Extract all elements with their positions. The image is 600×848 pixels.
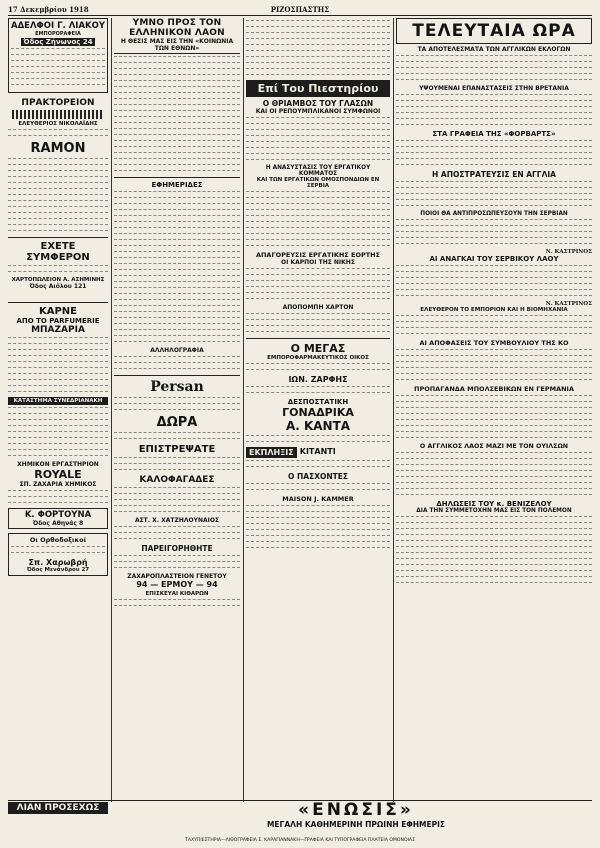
header-paper-name: ΡΙΖΟΣΠΑΣΤΗΣ [270,5,330,14]
section-piestirio: Επί Του Πιεστηρίου [246,80,390,97]
ad-genetoy: ΖΑΧΑΡΟΠΛΑΣΤΕΙΟΝ ΓΕΝΕΤΟΥ [127,573,227,580]
article-apofaseis: ΑΙ ΑΠΟΦΑΣΕΙΣ ΤΟΥ ΣΥΜΒΟΥΛΙΟΥ ΤΗΣ ΚΟ [419,339,569,347]
ad-body-text [8,158,108,234]
ad-ekpliksis: ΕΚΠΛΗΞΙΣ [246,447,297,458]
ad-mazaria: ΜΠΑΖΑΡΙΑ [31,325,85,335]
footer-enosis [120,800,592,829]
ad-karne: ΚΑΡΝΕ [38,306,78,317]
ad-body-text [11,48,105,88]
footer-enosis-title: «ΕΝΩΣΙΣ» [298,800,414,820]
ad-episkeves: ΕΠΙΣΚΕΥΑΙ ΚΙΘΑΡΩΝ [145,591,209,597]
ad-persan: Persan [150,379,204,395]
ad-xatzilois: ΑΣΤ. Χ. ΧΑΤΖΗΛΟΥΝΑΙΟΣ [134,517,220,524]
ad-ornament [12,110,104,119]
article-apopoli: ΑΠΟΠΟΜΠΗ ΧΑΡΤΟΝ [282,304,354,311]
section-teleutaia-ora: ΤΕΛΕΥΤΑΙΑ ΩΡΑ [396,18,592,44]
ad-fortouna-address: Όδος Αθηνάς 8 [32,520,84,527]
ad-maison: MAISON J. KAMMER [282,495,354,503]
ad-body-text [8,407,108,459]
ad-omegas: Ο ΜΕΓΑΣ [290,342,346,355]
signature: Ν. ΚΑΣΤΡΙΝΟΣ [545,301,592,307]
ad-title: ΑΔΕΛΦΟΙ Γ. ΛΙΑΚΟΥ [11,21,106,31]
ad-xartopoleion: ΧΑΡΤΟΠΩΛΕΙΟΝ Α. ΑΣΗΜΙΝΗΣ [11,277,105,283]
ad-epistrofi: ΕΠΙΣΤΡΕΨΑΤΕ [138,444,216,455]
article-dilosis-subhead: ΔΙΑ ΤΗΝ ΣΥΜΜΕΤΟΧΗΝ ΜΑΣ ΕΙΣ ΤΟΝ ΠΟΛΕΜΟΝ [416,508,572,514]
footer-lian-label: ΛΙΑΝ ΠΡΟΣΕΧΩΣ [8,802,108,814]
ad-royale: ROYALE [34,468,82,481]
ad-address: Όδος Ζήνωνος 24 [21,38,95,46]
article-hymn-body [114,56,240,174]
page-header [8,5,592,16]
article-anglia-headline: ΤΑ ΑΠΟΤΕΛΕΣΜΑΤΑ ΤΩΝ ΑΓΓΛΙΚΩΝ ΕΚΛΟΓΩΝ [417,46,571,53]
column-rule [111,18,112,802]
footer-enosis-subtitle: ΜΕΓΑΛΗ ΚΑΘΗΜΕΡΙΝΗ ΠΡΩΙΝΗ ΕΦΗΜΕΡΙΣ [266,820,446,829]
article-apagoreusis: ΑΠΑΓΟΡΕΥΣΙΣ ΕΡΓΑΤΙΚΗΣ ΕΟΡΤΗΣ [255,251,381,259]
article-anagkai: ΑΙ ΑΝΑΓΚΑΙ ΤΟΥ ΣΕΡΒΙΚΟΥ ΛΑΟΥ [429,255,559,263]
ad-ortho-box [8,533,108,576]
ad-ortho-name: Σπ. Χαρωβρή [28,558,88,567]
ad-katastima: ΚΑΤΑΣΤΗΜΑ ΣΥΝΕΔΡΙΑΝΑΚΗ [8,397,108,405]
article-apostrateusis: Η ΑΠΟΣΤΡΑΤΕΥΣΙΣ ΕΝ ΑΓΓΛΙΑ [432,170,556,179]
article-propaganda: ΠΡΟΠΑΓΑΝΔΑ ΜΠΟΛΣΕΒΙΚΩΝ ΕΝ ΓΕΡΜΑΝΙΑ [414,385,574,393]
ad-fortouna: Κ. ΦΟΡΤΟΥΝΑ [24,510,92,520]
footer-printer: ΤΑΧΥΠΙΕΣΤΗΡΙΑ—ΛΙΘΟΓΡΑΦΕΙΑ Σ. ΚΑΡΑΓΙΑΝΝΑΚΗ—ΓΡΑΦΕΙΑ ΚΑΙ ΤΥΠΟΓΡΑΦΕΙΑ ΠΛΑΤΕΙΑ ΟΜΟΝΟΙΑΣ [185,838,415,843]
ads-column [8,18,108,800]
section-ephemerides: ΕΦΗΜΕΡΙΔΕΣ [151,181,203,189]
article-hymn-continued [246,20,390,80]
ad-gonaddrika: ΓΟΝΑΔΡΙΚΑ [282,406,354,419]
ad-exete-title: ΕΧΕΤΕ ΣΥΜΦΕΡΟΝ [26,241,90,263]
ad-xartopoleion-address: Όδος Αιόλου 121 [29,283,87,290]
article-thriamvos-headline: Ο ΘΡΙΑΜΒΟΣ ΤΟΥ ΓΛΑΣΩΝ [262,99,374,108]
article-ypsomenai: ΥΨΟΥΜΕΝΑΙ ΕΠΑΝΑΣΤΑΣΕΙΣ ΣΤΗΝ ΒΡΕΤΑΝΙΑ [419,85,569,92]
article-kommatos-headline: Η ΑΝΑΣΥΣΤΑΣΙΣ ΤΟΥ ΕΡΓΑΤΙΚΟΥ ΚΟΜΜΑΤΟΣ [265,165,371,177]
ad-liakou [8,18,108,93]
article-thriamvos-subhead: ΚΑΙ ΟΙ ΡΕΠΟΥΜΠΛΙΚΑΝΟΙ ΣΥΜΦΩΝΟΙ [255,108,381,115]
ad-parfumerie: ΑΠΟ ΤΟ PARFUMERIE [16,317,100,325]
column-four [396,18,592,800]
column-rule [393,18,394,802]
footer-lian [8,802,108,814]
ad-aspergiss: ΔΕΣΠΟΣΤΑΤΙΚΗ [287,398,349,406]
ad-body-text [8,337,108,395]
ad-akanta: Α. ΚΑΝΤΑ [285,419,351,433]
article-karpoi: ΟΙ ΚΑΡΠΟΙ ΤΗΣ ΝΙΚΗΣ [281,259,355,266]
article-eleftheron: ΕΛΕΥΘΕΡΟΝ ΤΟ ΕΜΠΟΡΙΟΝ ΚΑΙ Η ΒΙΟΜΗΧΑΝΙΑ [420,307,568,313]
article-hymn-subhead: Η ΘΕΣΙΣ ΜΑΣ ΕΙΣ ΤΗΝ «ΚΟΙΝΩΝΙΑ ΤΩΝ ΕΘΝΩΝ» [114,38,240,54]
ad-praktoreion-title: ΠΡΑΚΤΟΡΕΙΟΝ [21,98,95,108]
section-ephemerides-body [114,191,240,345]
ad-fortouna-box [8,508,108,529]
ad-ortho-title: Οι Ορθοδοξικοί [29,536,87,544]
column-two [114,18,240,800]
article-aggl-laos: Ο ΑΓΓΛΙΚΟΣ ΛΑΟΣ ΜΑΖΙ ΜΕ ΤΟΝ ΟΥΙΛΣΩΝ [419,443,569,450]
section-alilografia: ΑΛΛΗΛΟΓΡΑΦΙΑ [150,347,204,354]
article-kommatos-subhead: ΚΑΙ ΤΩΝ ΕΡΓΑΤΙΚΩΝ ΟΜΟΣΠΟΝΔΙΩΝ ΕΝ ΣΕΡΒΙΑ [256,177,380,189]
ad-ortho-address: Όδος Μενάνδρου 27 [26,567,90,573]
ad-paregorites: ΠΑΡΕΙΓΟΡΗΘΗΤΕ [141,544,213,553]
article-forvarts: ΣΤΑ ΓΡΑΦΕΙΑ ΤΗΣ «ΦΟΡΒΑΡΤΣ» [432,130,556,138]
ad-genetoy-address: 94 — ΕΡΜΟΥ — 94 [136,580,218,589]
header-date: 17 Δεκεμβρίου 1918 [8,5,89,14]
article-hymn-headline: ΥΜΝΟ ΠΡΟΣ ΤΟΝ ΕΛΛΗΝΙΚΟΝ ΛΑΟΝ [129,18,225,38]
ad-ramon: RAMON [30,141,86,156]
ad-chemiko: ΧΗΜΙΚΟΝ ΕΡΓΑΣΤΗΡΙΟΝ [17,461,99,468]
column-three [246,18,390,800]
column-rule [243,18,244,802]
ad-pasxontes: Ο ΠΑΣΧΟΝΤΕΣ [288,472,348,481]
article-dilosis-headline: ΔΗΛΩΣΕΙΣ ΤΟΥ κ. ΒΕΝΙΖΕΛΟΥ [436,500,552,508]
ad-omegas-sub: ΕΜΠΟΡΟΦΑΡΜΑΚΕΥΤΙΚΟΣ ΟΙΚΟΣ [267,355,369,361]
article-poioi: ΠΟΙΟΙ ΘΑ ΑΝΤΙΠΡΟΣΩΠΕΥΣΟΥΝ ΤΗΝ ΣΕΡΒΙΑΝ [420,211,568,217]
ad-kitanti: ΚΙΤΑΝΤΙ [299,447,336,456]
ad-dora: ΔΩΡΑ [156,415,198,430]
ad-kalophagades: ΚΑΛΟΦΑΓΑΔΕΣ [139,475,215,485]
ad-zaxariou: ΣΠ. ΖΑΧΑΡΙΑ ΧΗΜΙΚΟΣ [19,481,97,488]
signature: Ν. ΚΑΣΤΡΙΝΟΣ [545,249,592,255]
ad-nikolaidis: ΕΛΕΥΘΕΡΙΟΣ ΝΙΚΟΛΑΪΔΗΣ [18,121,98,127]
ad-subtitle: ΕΜΠΟΡΟΡΑΦΕΙΑ [35,31,81,37]
ad-zarifis: ΙΩΝ. ΖΑΡΦΗΣ [288,375,348,384]
